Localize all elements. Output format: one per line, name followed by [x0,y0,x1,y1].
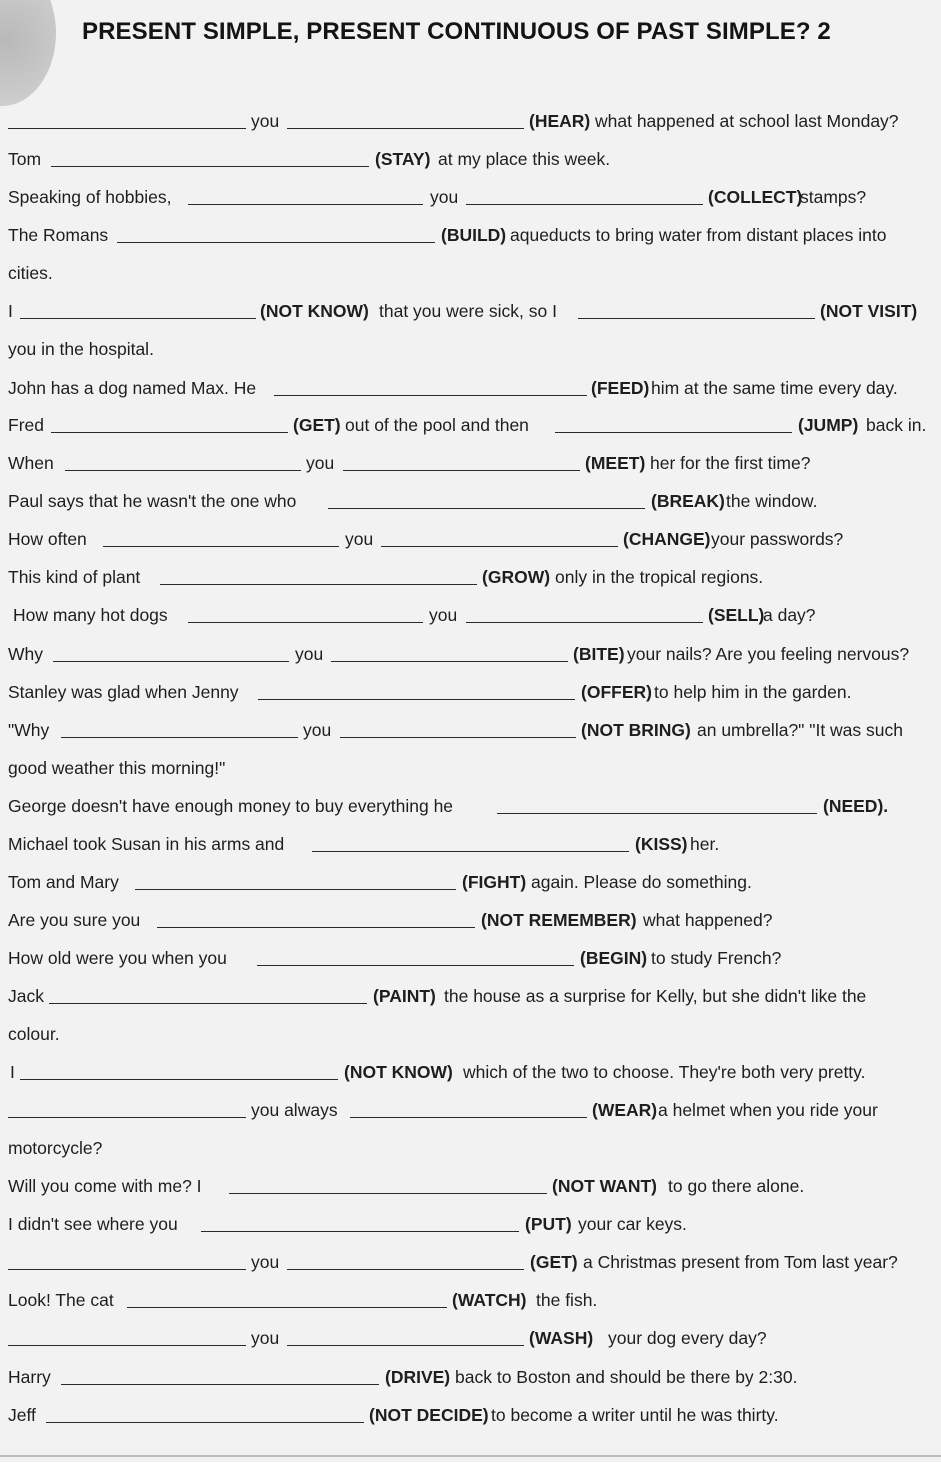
answer-blank[interactable] [65,448,301,471]
line-text: your passwords? [711,529,844,549]
exercise-line-20 [0,943,941,973]
line-text: the window. [726,491,818,511]
exercise-line-11 [0,562,941,592]
verb-cue: (NOT VISIT) [820,301,918,321]
page-bottom-edge [0,1455,941,1457]
line-text: Jack [8,986,44,1006]
verb-cue: (MEET) [585,453,646,473]
exercise-line-23-continued [0,1133,941,1163]
answer-blank[interactable] [466,182,703,205]
line-text: which of the two to choose. They're both very pretty. [463,1062,866,1082]
exercise-line-24 [0,1171,941,1201]
verb-cue: (HEAR) [529,111,591,131]
exercise-line-17 [0,829,941,859]
punch-hole [0,0,56,106]
verb-cue: (BREAK) [651,491,725,511]
answer-blank[interactable] [46,1400,364,1423]
line-text: you [429,605,458,625]
answer-blank[interactable] [466,600,703,623]
answer-blank[interactable] [331,639,568,662]
answer-blank[interactable] [20,296,256,319]
verb-cue: (PUT) [525,1214,572,1234]
exercise-line-21-continued [0,1019,941,1049]
exercise-line-29 [0,1362,941,1392]
answer-blank[interactable] [343,448,580,471]
verb-cue: (NOT KNOW) [344,1062,453,1082]
line-text: her. [690,834,720,854]
verb-cue: (NOT KNOW) [260,301,369,321]
line-text: you in the hospital. [8,339,154,359]
answer-blank[interactable] [287,106,524,129]
verb-cue: (OFFER) [581,682,652,702]
answer-blank[interactable] [257,943,574,966]
exercise-line-2 [0,144,941,174]
verb-cue: (JUMP) [798,415,859,435]
line-text: The Romans [8,225,109,245]
exercise-line-5-continued [0,334,941,364]
answer-blank[interactable] [578,296,815,319]
line-text: you [295,644,324,664]
line-text: you [306,453,335,473]
exercise-line-30 [0,1400,941,1430]
verb-cue: (GET) [530,1252,578,1272]
answer-blank[interactable] [312,829,629,852]
line-text: How often [8,529,87,549]
answer-blank[interactable] [135,867,456,890]
line-text: stamps? [800,187,867,207]
verb-cue: (WEAR) [592,1100,658,1120]
exercise-line-12 [0,600,941,630]
exercise-line-14 [0,677,941,707]
answer-blank[interactable] [340,715,576,738]
answer-blank[interactable] [8,1247,246,1270]
answer-blank[interactable] [127,1285,447,1308]
answer-blank[interactable] [103,524,339,547]
exercise-line-15-continued [0,753,941,783]
answer-blank[interactable] [229,1171,547,1194]
line-text: "Why [8,720,50,740]
exercise-line-7 [0,410,941,440]
line-text: the fish. [536,1290,598,1310]
answer-blank[interactable] [555,410,792,433]
verb-cue: (GROW) [482,567,551,587]
line-text: colour. [8,1024,60,1044]
answer-blank[interactable] [201,1209,519,1232]
line-text: to become a writer until he was thirty. [491,1405,779,1425]
line-text: you [251,111,280,131]
verb-cue: (BUILD) [441,225,507,245]
line-text: again. Please do something. [531,872,752,892]
answer-blank[interactable] [53,639,289,662]
exercise-line-3 [0,182,941,212]
exercise-line-10 [0,524,941,554]
verb-cue: (CHANGE) [623,529,711,549]
exercise-line-21 [0,981,941,1011]
line-text: When [8,453,54,473]
line-text: to help him in the garden. [654,682,852,702]
line-text: at my place this week. [438,149,611,169]
line-text: Look! The cat [8,1290,114,1310]
line-text: you [251,1328,280,1348]
exercise-line-8 [0,448,941,478]
verb-cue: (SELL) [708,605,765,625]
answer-blank[interactable] [20,1057,338,1080]
line-text: Fred [8,415,44,435]
line-text: only in the tropical regions. [555,567,764,587]
line-text: him at the same time every day. [651,378,898,398]
verb-cue: (WATCH) [452,1290,527,1310]
answer-blank[interactable] [8,1095,246,1118]
answer-blank[interactable] [49,981,367,1004]
line-text: your car keys. [578,1214,687,1234]
line-text: I didn't see where you [8,1214,178,1234]
line-text: to study French? [651,948,782,968]
line-text: Tom [8,149,42,169]
line-text: a day? [763,605,816,625]
line-text: Speaking of hobbies, [8,187,172,207]
exercise-line-5 [0,296,941,326]
line-text: good weather this morning!" [8,758,226,778]
answer-blank[interactable] [350,1095,587,1118]
line-text: Tom and Mary [8,872,119,892]
exercise-line-28 [0,1323,941,1353]
exercise-line-16 [0,791,941,821]
line-text: How many hot dogs [13,605,168,625]
verb-cue: (NOT REMEMBER) [481,910,637,930]
verb-cue: (FEED) [591,378,650,398]
line-text: How old were you when you [8,948,227,968]
exercise-line-13 [0,639,941,669]
line-text: Are you sure you [8,910,141,930]
verb-cue: (NEED). [823,796,889,816]
line-text: aqueducts to bring water from distant places into [510,225,887,245]
verb-cue: (NOT DECIDE) [369,1405,489,1425]
verb-cue: (NOT BRING) [581,720,691,740]
verb-cue: (STAY) [375,149,431,169]
line-text: to go there alone. [668,1176,805,1196]
answer-blank[interactable] [157,905,475,928]
line-text: Why [8,644,43,664]
verb-cue: (GET) [293,415,341,435]
line-text: George doesn't have enough money to buy everything he [8,796,454,816]
answer-blank[interactable] [287,1323,524,1346]
line-text: back in. [866,415,927,435]
line-text: a Christmas present from Tom last year? [583,1252,898,1272]
verb-cue: (COLLECT) [708,187,803,207]
line-text: John has a dog named Max. He [8,378,257,398]
exercise-line-27 [0,1285,941,1315]
exercise-line-22 [0,1057,941,1087]
verb-cue: (BITE) [573,644,625,664]
verb-cue: (DRIVE) [385,1367,451,1387]
answer-blank[interactable] [287,1247,524,1270]
verb-cue: (PAINT) [373,986,436,1006]
line-text: the house as a surprise for Kelly, but she didn't like the [444,986,867,1006]
line-text: you [430,187,459,207]
verb-cue: (NOT WANT) [552,1176,657,1196]
exercise-line-23 [0,1095,941,1125]
line-text: This kind of plant [8,567,141,587]
exercise-line-4 [0,220,941,250]
answer-blank[interactable] [160,562,477,585]
line-text: her for the first time? [650,453,811,473]
line-text: I [8,301,13,321]
line-text: you [345,529,374,549]
answer-blank[interactable] [274,373,587,396]
line-text: what happened? [643,910,773,930]
line-text: your dog every day? [608,1328,767,1348]
line-text: you [251,1252,280,1272]
line-text: your nails? Are you feeling nervous? [627,644,910,664]
verb-cue: (BEGIN) [580,948,648,968]
answer-blank[interactable] [328,486,645,509]
verb-cue: (FIGHT) [462,872,527,892]
line-text: a helmet when you ride your [658,1100,878,1120]
line-text: what happened at school last Monday? [595,111,899,131]
verb-cue: (KISS) [635,834,688,854]
answer-blank[interactable] [8,1323,246,1346]
answer-blank[interactable] [188,600,423,623]
line-text: Harry [8,1367,51,1387]
exercise-line-9 [0,486,941,516]
line-text: Jeff [8,1405,36,1425]
exercise-line-19 [0,905,941,935]
answer-blank[interactable] [117,220,435,243]
worksheet-title: PRESENT SIMPLE, PRESENT CONTINUOUS OF PAST SIMPLE? 2 [82,18,831,45]
answer-blank[interactable] [188,182,423,205]
answer-blank[interactable] [497,791,817,814]
answer-blank[interactable] [61,715,298,738]
line-text: Paul says that he wasn't the one who [8,491,297,511]
answer-blank[interactable] [258,677,575,700]
exercise-line-15 [0,715,941,745]
exercise-line-1 [0,106,941,136]
verb-cue: (WASH) [529,1328,594,1348]
line-text: you always [251,1100,338,1120]
line-text: you [303,720,332,740]
answer-blank[interactable] [381,524,618,547]
line-text: Michael took Susan in his arms and [8,834,285,854]
answer-blank[interactable] [51,410,288,433]
exercise-line-25 [0,1209,941,1239]
line-text: motorcycle? [8,1138,103,1158]
exercise-line-26 [0,1247,941,1277]
exercise-line-4-continued [0,258,941,288]
answer-blank[interactable] [8,106,246,129]
line-text: out of the pool and then [345,415,529,435]
line-text: I [10,1062,15,1082]
answer-blank[interactable] [51,144,369,167]
line-text: an umbrella?" "It was such [697,720,903,740]
line-text: Stanley was glad when Jenny [8,682,239,702]
exercise-line-6 [0,373,941,403]
line-text: back to Boston and should be there by 2:30. [455,1367,798,1387]
line-text: Will you come with me? I [8,1176,202,1196]
exercise-line-18 [0,867,941,897]
answer-blank[interactable] [61,1362,379,1385]
line-text: cities. [8,263,53,283]
line-text: that you were sick, so I [379,301,557,321]
